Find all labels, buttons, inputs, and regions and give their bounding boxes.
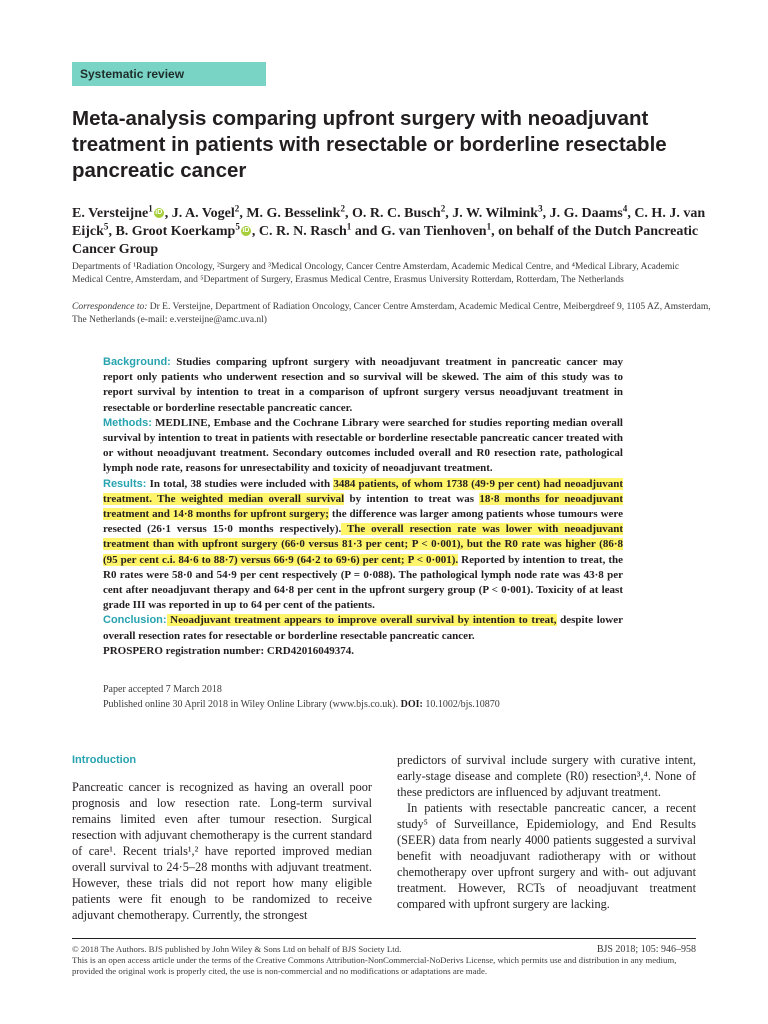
doi-link[interactable]: 10.1002/bjs.10870 [422, 699, 500, 710]
section-tag: Systematic review [72, 62, 266, 86]
conclusion-label: Conclusion: [103, 614, 167, 627]
journal-citation: BJS 2018; 105: 946–958 [596, 944, 696, 955]
correspondence-label: Correspondence to: [72, 302, 148, 312]
author: , C. H. J. van Eijck [72, 206, 706, 239]
doi-label: DOI: [398, 699, 423, 710]
copyright: © 2018 The Authors. BJS published by John Wiley & Sons Ltd on behalf of BJS Society Ltd. [72, 944, 402, 954]
article-title: Meta-analysis comparing upfront surgery with neoadjuvant treatment in patients with resectable or borderline resectable pancreatic cancer [72, 107, 667, 182]
author: , B. Groot Koerkamp [108, 224, 236, 239]
prospero-registration: PROSPERO registration number: CRD42016049374. [103, 644, 354, 657]
abstract-background: Background: Studies comparing upfront surgery with neoadjuvant treatment in pancreatic cancer may report only patients who underwent resection and so survival will be skewed. The aim of this study was to report survival by intention to treat in a comparison of upfront surgery versus neoadjuvant treatment in resectable or borderline resectable pancreatic cancer. [103, 356, 623, 414]
accepted-date: Paper accepted 7 March 2018 [103, 684, 222, 695]
abstract-methods: Methods: MEDLINE, Embase and the Cochrane Library were searched for studies reporting median overall survival by intention to treat in patients with resectable or borderline resectable pancreatic cancer treated with or without neoadjuvant treatment. Secondary outcomes included overall and R0 resection rate, pathological lymph node rate, reasons for unresectability and toxicity of neoadjuvant treatment. [103, 416, 623, 475]
body-column-right [397, 752, 696, 912]
page-footer [72, 944, 696, 977]
methods-label: Methods: [103, 416, 152, 429]
footer-divider [72, 938, 696, 939]
author-group: , on behalf of the Dutch Pancreatic Cancer Group [72, 224, 699, 257]
paragraph: predictors of survival include surgery with curative intent, early-stage disease and complete (R0) resection³,⁴. None of these predictors are influenced by adjuvant treatment. [397, 753, 696, 799]
author: , M. G. Besselink [239, 206, 341, 221]
license-notice: This is an open access article under the terms of the Creative Commons Attribution-NonCommercial-NoDerivs License, which permits use and distribution in any medium, provided the original work is properly cited, the use is non-commercial and no modifications or adaptations are made. [72, 955, 677, 976]
author: , J. G. Daams [542, 206, 623, 221]
abstract-results: Results: In total, 38 studies were included with 3484 patients, of whom 1738 (49·9 per cent) had neoadjuvant treatment. The weighted median overall survival by intention to treat was 18·8 months for neoadjuvant treatment and 14·8 months for upfront surgery; the difference was larger among patients whose tumours were resected (26·1 versus 15·0 months respectively). The overall resection rate was lower with neoadjuvant treatment than with upfront surgery (66·0 versus 81·3 per cent; P < 0·001), but the R0 rate was higher (86·8 (95 per cent c.i. 84·6 to 88·7) versus 66·9 (64·2 to 69·6) per cent; P < 0·001). Reported by intention to treat, the R0 rates were 58·0 and 54·9 per cent respectively (P = 0·088). The pathological lymph node rate was 43·8 per cent after neoadjuvant therapy and 64·8 per cent in the upfront surgery group (P < 0·001). Toxicity of at least grade III was reported in up to 64 per cent of the patients. [103, 477, 623, 612]
author: , J. W. Wilmink [445, 206, 539, 221]
orcid-icon[interactable]: iD [242, 227, 250, 234]
published-info: Published online 30 April 2018 in Wiley Online Library (www.bjs.co.uk). DOI: 10.1002/bjs.10870 [103, 699, 500, 710]
author: E. Versteijne [72, 206, 149, 221]
paragraph: In patients with resectable pancreatic cancer, a recent study⁵ of Surveillance, Epidemiology, and End Results (SEER) data from nearly 4000 patients suggested a survival benefit with neoadjuvant radiotherapy with or without chemotherapy over upfront surgery and with- out adjuvant treatment. However, RCTs of neoadjuvant treatment compared with upfront surgery are lacking. [397, 801, 696, 911]
orcid-icon[interactable]: iD [155, 209, 163, 216]
author: and G. van Tienhoven [351, 224, 487, 239]
author: , O. R. C. Busch [345, 206, 441, 221]
author: , C. R. N. Rasch [251, 224, 347, 239]
results-label: Results: [103, 477, 147, 490]
abstract [103, 355, 623, 659]
abstract-conclusion: Conclusion: Neoadjuvant treatment appears to improve overall survival by intention to treat, despite lower overall resection rates for resectable or borderline resectable pancreatic cancer. [103, 614, 624, 642]
publication-meta [103, 682, 623, 712]
correspondence-text: Dr E. Versteijne, Department of Radiation Oncology, Cancer Centre Amsterdam, Academic Medical Centre, Meibergdreef 9, 1105 AZ, Amsterdam, The Netherlands (e-mail: e.versteijne@amc.uva.nl) [72, 302, 711, 325]
background-label: Background: [103, 356, 171, 368]
body-column-left [72, 752, 372, 923]
section-heading: Introduction [72, 754, 137, 766]
highlight: The overall resection rate was lower with neoadjuvant treatment than with upfront surgery (66·0 versus 81·3 per cent; P < 0·001), but the R0 rate was higher (86·8 (95 per cent c.i. 84·6 to 88·7) versus 66·9 (64·2 to 69·6) per cent; P < 0·001). [103, 523, 623, 566]
highlight: Neoadjuvant treatment appears to improve overall survival by intention to treat, [166, 614, 557, 627]
correspondence [72, 301, 712, 327]
author-list: E. Versteijne$^1$ iD , J. A. Vogel$^2$, M. G. Besselink$^2$, O. R. C. Busch$^2$, J. W. Wilmink$^3$, J. G. Daams$^4$, C. H. J. van Eijck$^5$, B. Groot Koerkamp$^5$ iD , C. R. N. Rasch$^1$ and G. van Tienhoven$^1$, on behalf of the Dutch Pancreatic Cancer Group [72, 203, 706, 257]
author: , J. A. Vogel [164, 206, 235, 221]
highlight: 3484 patients, of whom 1738 (49·9 per cent) had neoadjuvant treatment. The weighted median overall survival [103, 477, 623, 505]
highlight: 18·8 months for neoadjuvant treatment and 14·8 months for upfront surgery; [103, 492, 623, 521]
affiliations: Departments of ¹Radiation Oncology, ²Surgery and ³Medical Oncology, Cancer Centre Amsterdam, Academic Medical Centre, and ⁴Medical Library, Academic Medical Centre, Amsterdam, and ⁵Department of Surgery, Erasmus Medical Centre, Erasmus University Rotterdam, Rotterdam, The Netherlands [72, 262, 680, 285]
paragraph: Pancreatic cancer is recognized as having an overall poor prognosis and low resection rate. Long-term survival remains limited even after tumour resection. Surgical resection with adjuvant chemotherapy is the current standard of care¹. Recent trials¹,² have reported improved median overall survival to 24·5–28 months with adjuvant treatment. However, these trials did not report how many eligible patients were fit enough to be randomized to receive adjuvant chemotherapy. Currently, the strongest [72, 780, 372, 922]
